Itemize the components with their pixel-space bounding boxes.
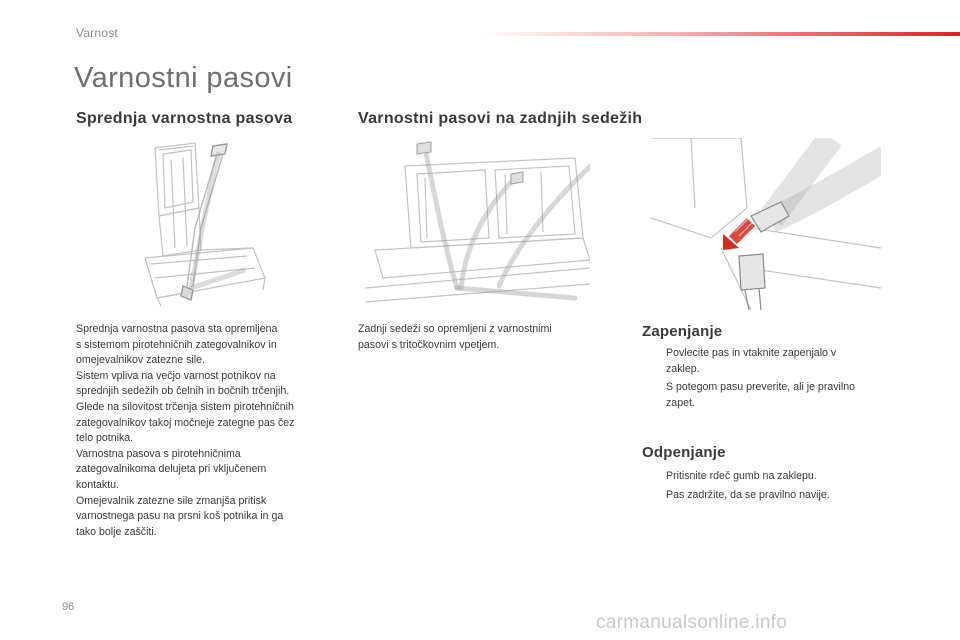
front-paragraph: Omejevalnik zatezne sile zmanjša pritisk varnostnega pasu na prsni koš potnika in ga tako bolje zaščiti. — [76, 494, 284, 538]
fasten-step-text: Povlecite pas in vtaknite zapenjalo v zaklep. — [666, 347, 837, 375]
buckle-detail-illustration — [651, 138, 881, 310]
unfasten-heading: Odpenjanje — [642, 444, 726, 461]
section-name: Varnost — [76, 26, 118, 40]
page-title: Varnostni pasovi — [74, 62, 293, 94]
fasten-step — [642, 346, 892, 377]
fasten-heading: Zapenjanje — [642, 323, 723, 340]
rear-belts-heading: Varnostni pasovi na zadnjih sedežih — [358, 110, 643, 127]
unfasten-step-text: Pritisnite rdeč gumb na zaklepu. — [666, 470, 817, 482]
buckle-drawing — [651, 138, 881, 310]
unfasten-step — [642, 469, 892, 485]
rear-bench-drawing — [365, 138, 590, 310]
rear-belts-text: Zadnji sedeži so opremljeni z varnostnimi pasovi s tritočkovnim vpetjem. — [358, 323, 552, 351]
fasten-steps — [642, 346, 892, 414]
watermark: carmanualsonline.info — [596, 612, 788, 633]
rear-bench-belts-illustration — [365, 138, 590, 310]
unfasten-step-text: Pas zadržite, da se pravilno navije. — [666, 488, 830, 501]
press-arrow-icon — [723, 218, 757, 250]
unfasten-steps — [642, 469, 892, 506]
front-belts-text — [76, 322, 344, 540]
fasten-step-text: S potegom pasu preverite, ali je pravilno zapet. — [666, 381, 856, 409]
front-paragraph: Sprednja varnostna pasova sta opremljena s sistemom pirotehničnih zategovalnikov in omejevalnikov zatezne sile. — [76, 323, 278, 367]
front-seat-drawing — [135, 138, 285, 310]
front-paragraph: Varnostna pasova s pirotehničnima zategovalnikoma delujeta pri vključenem kontaktu. — [76, 447, 267, 491]
unfasten-step — [642, 488, 892, 504]
front-seat-belt-illustration — [135, 138, 285, 310]
page-number: 96 — [62, 601, 75, 613]
front-belts-heading: Sprednja varnostna pasova — [76, 110, 293, 127]
fasten-step — [642, 380, 892, 411]
header-accent-bar — [480, 32, 960, 36]
front-paragraph: Sistem vpliva na večjo varnost potnikov na sprednjih sedežih ob čelnih in bočnih trčenjih. Glede na silovitost trčenja sistem pirotehničnih zategovalnikov takoj močneje zategne pas čez telo potnika. — [76, 369, 295, 445]
